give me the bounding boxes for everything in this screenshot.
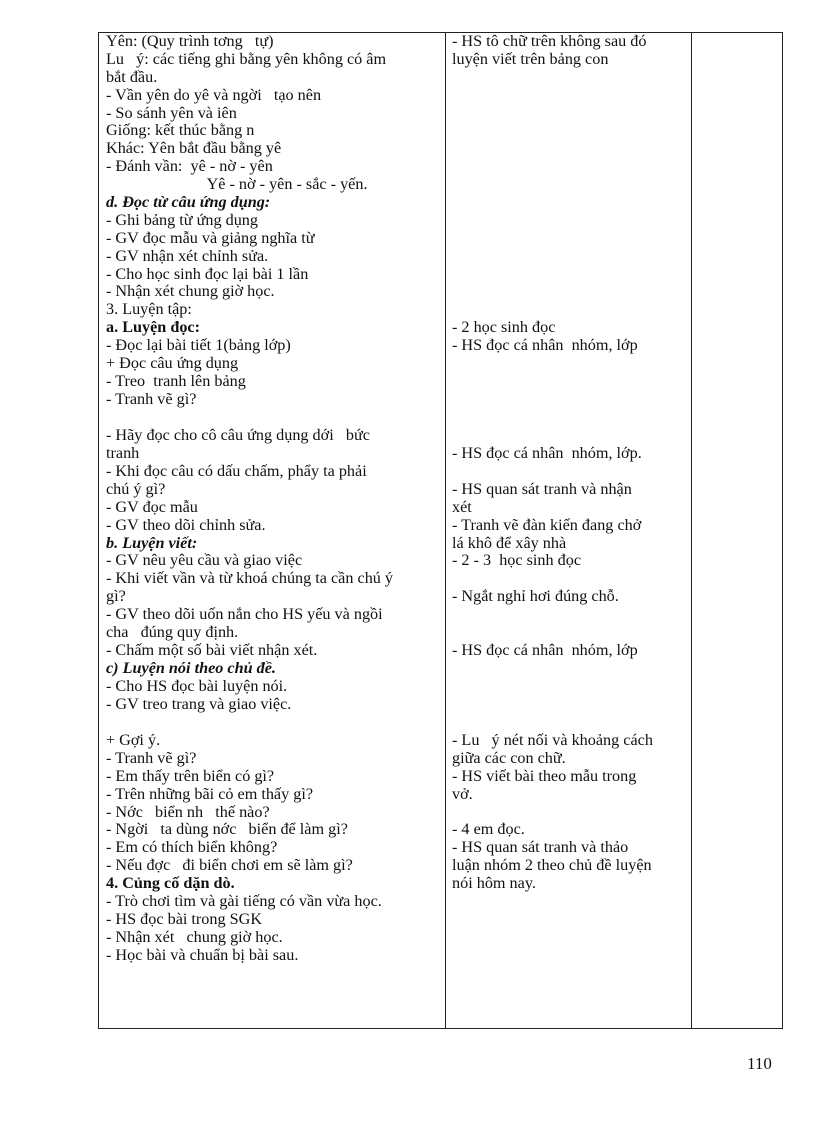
- text-line: - GV đọc mẫu: [106, 497, 198, 516]
- text-line: [452, 570, 688, 588]
- text-line: - Vần yên do yê và ngời tạo nên: [106, 85, 322, 104]
- text-line: - Ngắt nghỉ hơi đúng chỗ.: [452, 587, 619, 606]
- text-line: + Đọc câu ứng dụng: [106, 354, 239, 373]
- text-line: gì?: [106, 587, 126, 606]
- text-line: - Hãy đọc cho cô câu ứng dụng dới bức: [106, 426, 370, 445]
- text-line: [452, 176, 688, 194]
- text-line: [452, 69, 688, 87]
- text-line: - HS đọc cá nhân nhóm, lớp: [452, 336, 638, 355]
- text-line: [452, 158, 688, 176]
- text-line: [452, 427, 688, 445]
- text-line: [452, 624, 688, 642]
- text-line: [106, 713, 441, 732]
- text-line: - HS viết bài theo mẫu trong: [452, 766, 637, 785]
- text-line: [452, 248, 688, 266]
- text-line: - 2 học sinh đọc: [452, 318, 556, 337]
- text-line: cha đúng quy định.: [106, 623, 239, 641]
- text-line: bắt đầu.: [106, 67, 158, 86]
- text-line: Yê - nờ - yên - sắc - yến.: [106, 175, 368, 194]
- text-line: - Khi đọc câu có dấu chấm, phẩy ta phải: [106, 461, 367, 480]
- text-line: [452, 606, 688, 624]
- text-line: d. Đọc từ câu ứng dụng:: [106, 193, 271, 212]
- text-line: [452, 194, 688, 212]
- column-divider: [691, 33, 692, 1028]
- text-line: - Ghi bảng từ ứng dụng: [106, 210, 258, 229]
- text-line: [452, 212, 688, 230]
- text-line: [452, 301, 688, 319]
- page-number: 110: [747, 1054, 772, 1073]
- text-line: - HS đọc cá nhân nhóm, lớp: [452, 640, 638, 659]
- text-line: - GV nhận xét chỉnh sửa.: [106, 246, 269, 265]
- text-line: - Nhận xét chung giờ học.: [106, 282, 275, 301]
- text-line: [452, 804, 688, 822]
- text-line: - Học bài và chuẩn bị bài sau.: [106, 945, 299, 964]
- text-line: - GV nêu yêu cầu và giao việc: [106, 551, 303, 570]
- text-line: - GV theo dõi uốn nắn cho HS yếu và ngồi: [106, 605, 383, 624]
- text-line: [452, 660, 688, 678]
- text-line: - HS quan sát tranh và thảo: [452, 838, 629, 857]
- text-line: - Tranh vẽ đàn kiến đang chở: [452, 515, 642, 534]
- text-line: [452, 266, 688, 284]
- text-line: - 2 - 3 học sinh đọc: [452, 551, 582, 570]
- text-line: [452, 713, 688, 732]
- text-line: a. Luyện đọc:: [106, 318, 200, 337]
- lesson-table: [98, 32, 783, 1029]
- text-line: - Treo tranh lên bảng: [106, 371, 246, 390]
- text-line: Lu ý: các tiếng ghi bằng yên không có âm: [106, 49, 387, 68]
- text-line: - Trên những bãi cỏ em thấy gì?: [106, 784, 314, 803]
- text-line: - Đọc lại bài tiết 1(bảng lớp): [106, 336, 291, 355]
- text-line: Yên: (Quy trình tơng tự): [106, 32, 274, 50]
- text-line: - Nhận xét chung giờ học.: [106, 927, 283, 946]
- text-line: + Gợi ý.: [106, 730, 161, 749]
- text-line: - Ngời ta dùng nớc biển để làm gì?: [106, 820, 348, 839]
- text-line: - So sánh yên và iên: [106, 103, 237, 122]
- text-line: [452, 140, 688, 158]
- text-line: - GV treo trang và giao việc.: [106, 694, 292, 713]
- text-line: [452, 678, 688, 696]
- text-line: - Em có thích biển không?: [106, 838, 278, 857]
- text-line: c) Luyện nói theo chủ đề.: [106, 658, 276, 677]
- text-line: nói hôm nay.: [452, 874, 536, 893]
- text-line: - HS tô chữ trên không sau đó: [452, 32, 647, 50]
- text-line: 3. Luyện tập:: [106, 300, 192, 319]
- text-line: - Đánh vần: yê - nờ - yên: [106, 157, 273, 176]
- text-line: [452, 105, 688, 123]
- text-line: - Tranh vẽ gì?: [106, 389, 197, 408]
- text-line: - Nếu đợc đi biển chơi em sẽ làm gì?: [106, 856, 353, 875]
- text-line: - Lu ý nét nối và khoảng cách: [452, 730, 653, 749]
- text-line: [452, 391, 688, 409]
- text-line: - HS đọc bài trong SGK: [106, 909, 263, 928]
- student-activities-column: [452, 33, 688, 893]
- text-line: [452, 122, 688, 140]
- text-line: tranh: [106, 444, 140, 463]
- text-line: lá khô để xây nhà: [452, 533, 567, 552]
- text-line: - Nớc biển nh thế nào?: [106, 802, 270, 821]
- text-line: vở.: [452, 784, 473, 803]
- text-line: - Trò chơi tìm và gài tiếng có vần vừa học.: [106, 891, 382, 910]
- text-line: - Chấm một số bài viết nhận xét.: [106, 640, 318, 659]
- text-line: - GV đọc mẫu và giảng nghĩa từ: [106, 228, 315, 247]
- text-line: giữa các con chữ.: [452, 748, 566, 767]
- text-line: b. Luyện viết:: [106, 533, 198, 552]
- text-line: - Khi viết vần và từ khoá chúng ta cần chú ý: [106, 569, 394, 588]
- text-line: [452, 283, 688, 301]
- text-line: - Em thấy trên biển có gì?: [106, 766, 275, 785]
- text-line: [452, 87, 688, 105]
- teacher-activities-column: [106, 33, 441, 965]
- text-line: luyện viết trên bảng con: [452, 49, 609, 68]
- text-line: [106, 409, 441, 428]
- column-divider: [445, 33, 446, 1028]
- text-line: [452, 373, 688, 391]
- text-line: [452, 409, 688, 428]
- text-line: luận nhóm 2 theo chủ đề luyện: [452, 856, 652, 875]
- text-line: - Cho HS đọc bài luyện nói.: [106, 676, 288, 695]
- text-line: chú ý gì?: [106, 479, 166, 498]
- text-line: - HS đọc cá nhân nhóm, lớp.: [452, 444, 642, 463]
- text-line: [452, 230, 688, 248]
- text-line: xét: [452, 497, 472, 516]
- text-line: 4. Củng cố dặn dò.: [106, 874, 235, 893]
- text-line: - GV theo dõi chỉnh sửa.: [106, 515, 266, 534]
- text-line: - Cho học sinh đọc lại bài 1 lần: [106, 264, 309, 283]
- text-line: [452, 355, 688, 373]
- text-line: Khác: Yên bắt đầu bằng yê: [106, 139, 282, 158]
- text-line: [452, 463, 688, 481]
- text-line: - 4 em đọc.: [452, 820, 525, 839]
- text-line: [452, 696, 688, 714]
- text-line: - Tranh vẽ gì?: [106, 748, 197, 767]
- text-line: - HS quan sát tranh và nhận: [452, 479, 632, 498]
- text-line: Giống: kết thúc bằng n: [106, 121, 255, 140]
